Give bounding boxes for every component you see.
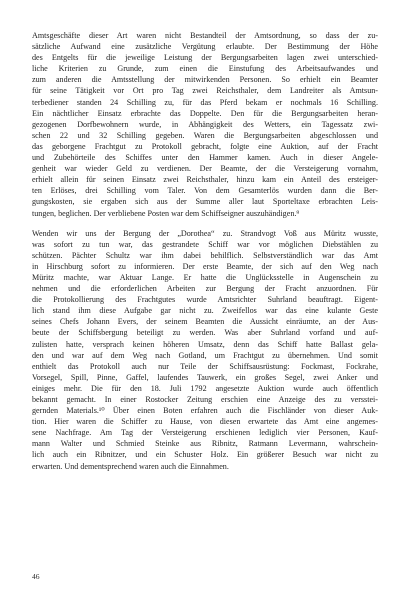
text-line: lich auch ein Ribnitzer, und ein Schuster Holz. Ein größerer Besuch war nicht zu xyxy=(32,450,378,460)
text-line: schützen. Pächter Schultz war ihm dabei behilflich. Selbstverständlich war das Amt xyxy=(32,250,378,260)
text-line: und Zubehörteile des Schiffes unter den Hammer kamen. Auch in dieser Angele- xyxy=(32,153,378,163)
text-line: das geborgene Frachtgut zu Protokoll gebracht, folgte eine Auktion, auf der Fracht xyxy=(32,141,378,151)
text-line: seines Chefs Johann Evers, der seinem Beamten die Aussicht einräumte, an der Aus- xyxy=(32,317,378,327)
text-line: genheit war wieder Geld zu verdienen. Der Beamte, der die Versteigerung vornahm, xyxy=(32,164,378,174)
text-line: den und war auf dem Weg nach Gotland, um Frachtgut zu übernehmen. Und somit xyxy=(32,350,378,360)
text-line: gezogenen Dorfbewohnern wurde, in Abhängigkeit des Wetters, ein Tagessatz zwi- xyxy=(32,119,378,129)
text-line: für seine Tätigkeit vor Ort pro Tag zwei Reichsthaler, dem Landreiter als Amtsun- xyxy=(32,86,378,96)
text-line: sene Nachfrage. Am Tag der Versteigerung erschienen lediglich vier Personen, Kauf- xyxy=(32,428,378,438)
text-line: beute der Schiffsbergung beteiligt zu werden. Was aber Suhrland vorfand und auf- xyxy=(32,328,378,338)
text-line: des Entgelts für die jeweilige Leistung der Bergungsarbeiten lagen zwei unterschied- xyxy=(32,53,378,63)
text-line: lich stand ihm diese Aufgabe gar nicht zu. Zweifellos war das eine kulante Geste xyxy=(32,306,378,316)
text-line: gungskosten, sie ergaben sich aus der Summe aller laut Sporteltaxe erbrachten Leis- xyxy=(32,197,378,207)
text-line: Wenden wir uns der Bergung der „Dorothea“ zu. Strandvogt Voß aus Müritz wusste, xyxy=(32,228,378,238)
text-line: sätzliche Aufwand eine zusätzliche Vergütung erlaubte. Der Bestimmung der Höhe xyxy=(32,42,378,52)
text-line: terbediener standen 24 Schilling zu, für das Pferd bekam er nochmals 16 Schilling. xyxy=(32,97,378,107)
text-line: einiges mehr. Die für den 18. Juli 1792 angesetzte Auktion wurde auch öffentlich xyxy=(32,383,378,393)
text-line: Müritz machte, war Aktuar Lange. Er hatte die Unglücksstelle in Augenschein zu xyxy=(32,272,378,282)
text-line: liche Kriterien zu Grunde, zum einen die Einstufung des Arbeitsaufwandes und xyxy=(32,64,378,74)
text-line: Amtsgeschäfte dieser Art waren nicht Bestandteil der Amtsordnung, so dass der zu- xyxy=(32,31,378,40)
text-line: tion. Hier waren die Schiffer zu Hause, von diesen erwartete das Amt eine angemes- xyxy=(32,417,378,427)
text-line: bekannt gemacht. In einer Rostocker Zeitung erschien eine Anzeige des zu versstei- xyxy=(32,395,378,404)
body-text xyxy=(32,30,378,472)
text-line: Ein nächtlicher Einsatz erbrachte das Doppelte. Den für die Bergungsarbeiten heran- xyxy=(32,108,378,118)
text-line: erhielt allein für seinen Einsatz zwei Reichsthaler, hinzu kam ein Anteil des ersteiger- xyxy=(32,175,378,185)
text-line: nehmen und die erforderlichen Arbeiten zur Bergung der Fracht anzuordnen. Für xyxy=(32,284,378,294)
page-number: 46 xyxy=(32,572,40,581)
text-line: was sofort zu tun war, das gestrandete Schiff war vor möglichen Diebstählen zu xyxy=(32,239,378,249)
text-line: zulisten hatte, versprach keinen höheren Umsatz, denn das Schiff hatte Ballast gela- xyxy=(32,339,378,349)
text-line: erwarten. Und dementsprechend waren auch die Einnahmen. xyxy=(32,461,229,471)
paragraph-1 xyxy=(32,30,378,219)
paragraph-gap xyxy=(32,219,378,228)
paragraph-2 xyxy=(32,228,378,472)
text-line: mann Walter und Schmied Steinke aus Ribnitz, Ratmann Levermann, wahrschein- xyxy=(32,439,378,449)
text-line: ten Erlöses, drei Schilling vom Taler. Von dem Gesamterlös wurden dann die Ber- xyxy=(32,186,378,196)
text-line: Vorsegel, Spill, Pinne, Gaffel, laufendes Tauwerk, ein großes Segel, zwei Anker und xyxy=(32,372,378,382)
text-line: schen 22 und 32 Schilling gegeben. Waren die Bergungsarbeiten abgeschlossen und xyxy=(32,130,378,140)
text-line: in Hirschburg sofort zu informieren. Der erste Beamte, der sich auf den Weg nach xyxy=(32,261,378,271)
text-line: tungen, beglichen. Der verbliebene Posten war dem Schiffseigner auszuhändigen.⁹ xyxy=(32,208,300,218)
text-line: die Protokollierung des Frachtgutes wurde Amtsrichter Suhrland beauftragt. Eigent- xyxy=(32,295,378,305)
text-line: gernden Materials.¹⁰ Über einen Boten erfahren auch die Fischländer von dieser Auk- xyxy=(32,406,378,416)
text-line: zum anderen die Amtsstellung der mitwirkenden Personen. So erhielt ein Beamter xyxy=(32,75,378,85)
text-line: enthielt das Protokoll auch nur Teile der Schiffsausrüstung: Fockmast, Fockrahe, xyxy=(32,361,378,371)
